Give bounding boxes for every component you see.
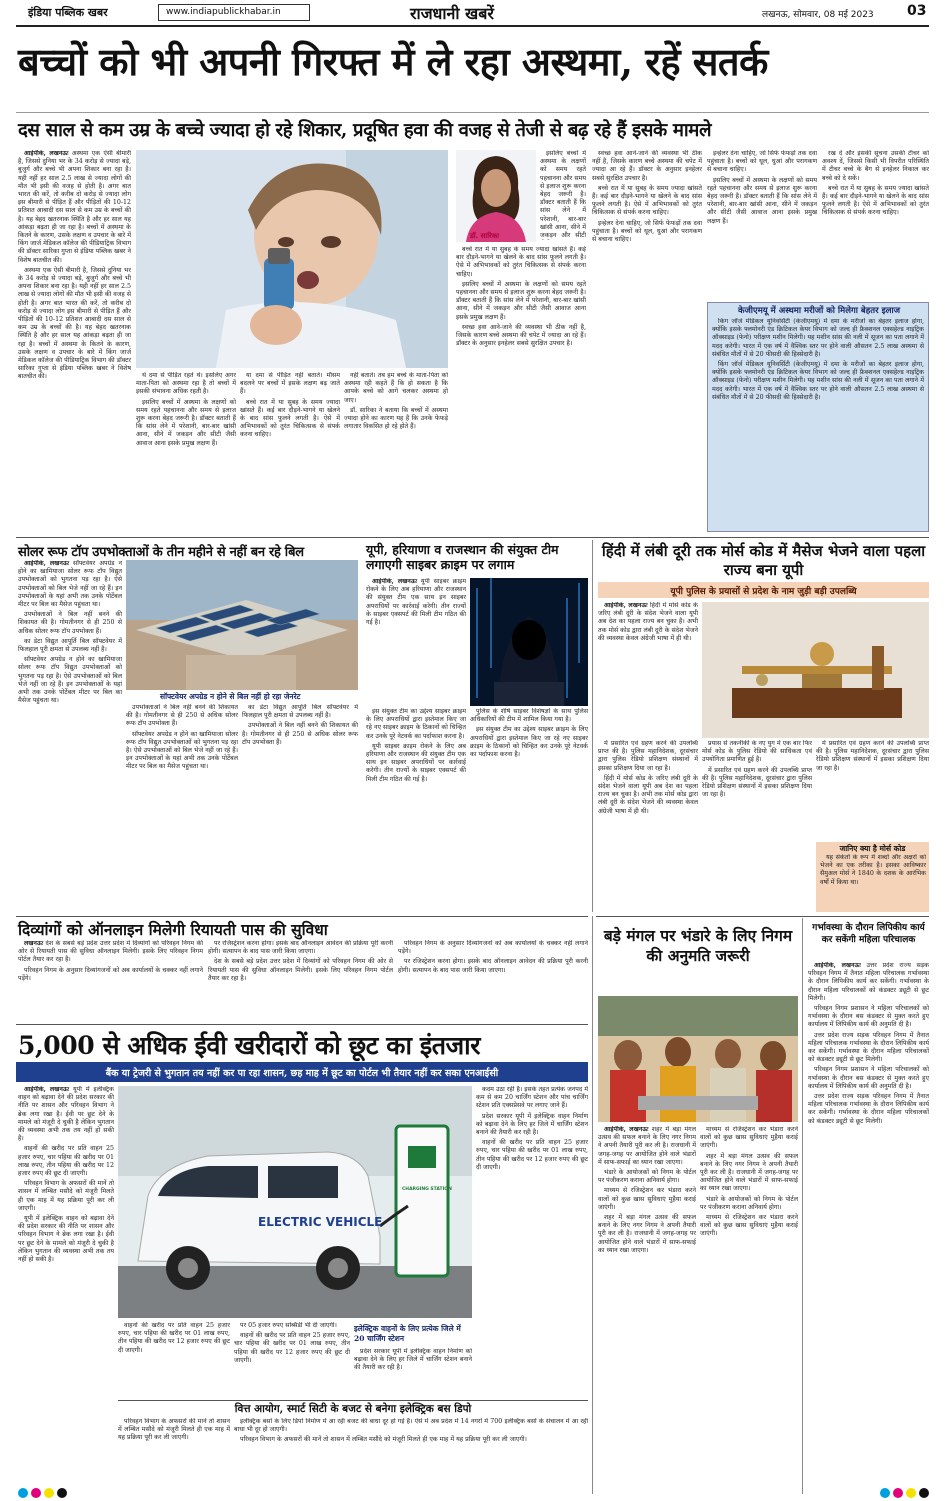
magenta-dot [31, 1488, 41, 1498]
masthead-brand: इंडिया पब्लिक खबर [28, 6, 108, 19]
divyang-text: देश के सबसे बड़े प्रदेश उत्तर प्रदेश में दिव्यांगों को परिवहन निगम की ओर से रियायती पास की सुविधा ऑनलाइन मिलेगी। इसके लिए परिवहन निगम पोर्टल तैयार कर रहा है। [18, 940, 203, 964]
lead-col3-text: बच्चे रात में या सुबह के समय ज्यादा खांसते हैं। कई बार दौड़ने-भागने या खेलने के बाद सांस फूलने लगती है। ऐसे में अभिभावकों को तुरंत चिकित्सक से संपर्क करना चाहिए। [456, 246, 586, 278]
bhandara-byline: आईपीके, लखनऊः [604, 1126, 649, 1133]
morse-col3-text: प्रयास से तकनीकी के नए युग में एक बार फिर मोर्स कोड के पुलिस रेडियो की साधिकता एवं उपयोगिता प्रमाणित हुई है। [702, 740, 812, 764]
pregnancy-text-b: परिवहन निगम प्रशासन ने महिला परिचालकों को गर्भावस्था के दौरान बस कंडक्टर से मुक्त करते हुए कार्यालय में लिपिकीय कार्य की अनुमति दी है। [808, 1005, 929, 1029]
divyang-col3 [398, 940, 588, 1020]
solar-byline: आईपीके, लखनऊः [24, 560, 70, 567]
ev-text-d: यूपी में इलेक्ट्रिक वाहन को बढ़ावा देने की प्रदेश सरकार की नीति पर शासन और परिवहन विभाग ने ब्रेक लगा रखा है। ईवी पर छूट देने के मामले को मंजूरी दे चुकी है लेकिन भुगतान की व्यवस्था अभी तक तय नहीं हो सकी है। [18, 1215, 114, 1264]
ev-col1 [18, 1086, 114, 1492]
cyber-col1 [366, 578, 466, 706]
divyang-col3-text-b: पर रजिस्ट्रेशन करना होगा। इसके बाद ऑनलाइन आवेदन की प्रक्रिया पूरी करनी होगी। सत्यापन के बाद पास जारी किया जाएगा। [398, 958, 588, 974]
bhandara-crowd-illustration [598, 996, 798, 1122]
ev-text-c: परिवहन विभाग के अफसरों की मानें तो शासन में लम्बित मसौदे को मंजूरी मिलते ही एक माह में यह प्रक्रिया पूरी कर ली जाएगी। [18, 1180, 114, 1212]
lead-lower-b [240, 372, 340, 532]
solar-text-b: उपभोक्ताओं ने बिल नहीं बनने की शिकायत की है। गोमतीनगर से ही 250 से अधिक सोलर रूफ टॉप उपभोक्ता हैं। [18, 611, 122, 635]
ev-col4-text-b: वाहनों की खरीद पर प्रति वाहन 25 हजार रुपए, चार पहिया की खरीद पर 01 लाख रुपए, तीन पहिया की खरीद पर 12 हजार रुपए की छूट दी जाएगी। [234, 1332, 350, 1364]
morse-col4-text: में प्रसारित एवं ग्रहण करने की उपलब्धि प्राप्त की है। पुलिस महानिदेशक, दूरसंचार द्वारा पुलिस रेडियो प्रशिक्षण संस्थानों में इसका प्रशिक्षण दिया जा रहा है। [816, 740, 929, 772]
morse-key-photo [702, 602, 929, 738]
lead-lower-b-text: या दमा से पीड़ित नहीं बताते। मौसम बदलने पर बच्चों में इसके लक्षण बढ़ जाते हैं। [240, 372, 340, 396]
cyan-dot [880, 1488, 890, 1498]
masthead-url[interactable]: www.indiapublickhabar.in [166, 7, 281, 17]
ev-col4 [234, 1322, 350, 1398]
ev-van-label: ELECTRIC VEHICLE [258, 1215, 383, 1229]
ev-col2-text-c: वाहनों की खरीद पर प्रति वाहन 25 हजार रुपए, चार पहिया की खरीद पर 01 लाख रुपए, तीन पहिया की खरीद पर 12 हजार रुपए की छूट दी जाएगी। [476, 1139, 588, 1171]
ev-col7 [234, 1418, 588, 1492]
ev-subhead: बैंक या ट्रेजरी से भुगतान तय नहीं कर पा रहा शासन, छह माह में छूट का पोर्टल भी तैयार नहीं कर सका एनआईसी [105, 1068, 499, 1079]
divyang-headline: दिव्यांगों को ऑनलाइन मिलेगी रियायती पास की सुविधा [18, 920, 328, 939]
lead-col5-text: इन्हेलर देना चाहिए, जो सिर्फ फेफड़ों तक दवा पहुंचाता है। बच्चों को धूल, धुआं और परागकण से बचाना चाहिए। [707, 150, 817, 174]
ev-col2 [476, 1086, 588, 1326]
magenta-dot [893, 1488, 903, 1498]
registration-marks-left [18, 1488, 67, 1498]
solar-col2-text: उपभोक्ताओं ने बिल नहीं बनने की शिकायत की है। गोमतीनगर से ही 250 से अधिक सोलर रूफ टॉप उपभोक्ता हैं। [126, 704, 238, 728]
kgmu-box-title: केजीएमयू में अस्थमा मरीजों को मिलेगा बेहतर इलाज [737, 306, 901, 316]
ev-text: यूपी में इलेक्ट्रिक वाहन को बढ़ावा देने की प्रदेश सरकार की नीति पर शासन और परिवहन विभाग ने ब्रेक लगा रखा है। ईवी पर छूट देने के मामले को मंजूरी दे चुकी है लेकिन भुगतान की व्यवस्था अभी तक तय नहीं हो सकी है। [18, 1086, 114, 1143]
pregnancy-text: उत्तर प्रदेश राज्य सड़क परिवहन निगम में तैनात महिला परिचालक गर्भावस्था के दौरान लिपिकीय कार्य कर सकेंगी। गर्भावस्था के दौरान महिला परिचालकों को कंडक्टर ड्यूटी से छूट मिलेगी। [808, 962, 929, 1002]
doctor-portrait [456, 150, 536, 242]
lead-col5-text-b: इसलिए बच्चों में अस्थमा के लक्षणों को समय रहते पहचानना और समय से इलाज शुरू करना बेहद जरूरी है। डॉक्टर बताती हैं कि सांस लेने में परेशानी, बार-बार खांसी आना, सीने में जकड़न और सीटी जैसी आवाज आना इसके प्रमुख लक्षण हैं। [707, 176, 817, 225]
lead-byline: आईपीके, लखनऊः [24, 150, 69, 157]
ev-col2-text-b: प्रदेश सरकार यूपी में इलेक्ट्रिक वाहन निर्माण को बढ़ावा देने के लिए हर जिले में चार्जिंग स्टेशन बनाने की तैयारी कर रही है। [476, 1112, 588, 1137]
lead-col1-text: अस्थमा एक ऐसी बीमारी है, जिससे दुनिया भर के 34 करोड़ से ज्यादा बड़े, बुजुर्ग और बच्चे भी अपना शिकार बना रहा है। यही नहीं हर साल 2.5 लाख से ज्यादा लोगों की मौत भी इसी की वजह से होती है। अगर बात भारत की करें, तो करीब दो करोड़ से ज्यादा लोग इस बीमारी से पीड़ित हैं और पीड़ितों की 10-12 प्रतिशत आबादी दस साल से कम उम्र के बच्चों की है। यह बेहद खतरनाक स्थिति है और हर साल यह आंकड़ा बढ़ता ही जा रहा है। बच्चों में अस्थमा के कितने के कारण, उसके लक्षण व उपचार के बारे में किंग जार्ज मेडिकल कॉलेज की पीडियाट्रिक विभाग की डॉक्टर सारिका गुप्ता से इंडिया पब्लिक खबर ने विशेष बातचीत की। [18, 150, 131, 264]
pregnancy-text-c: उत्तर प्रदेश राज्य सड़क परिवहन निगम में तैनात महिला परिचालक गर्भावस्था के दौरान लिपिकीय कार्य कर सकेंगी। गर्भावस्था के दौरान महिला परिचालकों को कंडक्टर ड्यूटी से छूट मिलेगी। [808, 1031, 929, 1064]
morse-text: हिंदी में मोर्स कोड के जरिए लंबी दूरी के संदेश भेजने वाला यूपी अब देश का पहला राज्य बन चुका है। अभी तक मोर्स कोड द्वारा लंबी दूरी के संदेश भेजने की व्यवस्था केवल अंग्रेजी भाषा में ही थी। [598, 602, 698, 642]
bhandara-text-d: शहर में बड़ा मंगल उत्सव की सफल बनाने के लिए नगर निगम ने अपनी तैयारी पूरी कर ली है। राजधानी में जगह-जगह पर आयोजित होने वाले भंडारों में साफ-सफाई का ध्यान रखा जाएगा। [598, 1214, 696, 1254]
lead-lower-b-text-b: बच्चे रात में या सुबह के समय ज्यादा खांसते हैं। कई बार दौड़ने-भागने या खेलने के बाद सांस फूलने लगती है। ऐसे में अभिभावकों को तुरंत चिकित्सक से संपर्क करना चाहिए। [240, 398, 340, 439]
cyan-dot [18, 1488, 28, 1498]
ev-col5-text: प्रदेश सरकार यूपी में इलेक्ट्रिक वाहन निर्माण को बढ़ावा देने के लिए हर जिले में चार्जिंग स्टेशन बनाने की तैयारी कर रही है। [354, 1348, 472, 1372]
lead-divider [16, 112, 929, 113]
lead-col6-text: रख दें और इसकी सूचना उसकी टीचर को अवश्य दें, जिससे किसी भी विपरीत परिस्थिति में टीचर बच्चे के बैग से इनहेलर निकाल कर बच्चे को दे सकें। [822, 150, 929, 182]
divyang-text-b: परिवहन निगम के अनुसार दिव्यांगजनों को अब कार्यालयों के चक्कर नहीं लगाने पड़ेंगे। [18, 966, 203, 982]
lead-col1-text-b: अस्थमा एक ऐसी बीमारी है, जिससे दुनिया भर के 34 करोड़ से ज्यादा बड़े, बुजुर्ग और बच्चे भी अपना शिकार बना रहा है। यही नहीं हर साल 2.5 लाख से ज्यादा लोगों की मौत भी इसी की वजह से होती है। अगर बात भारत की करें, तो करीब दो करोड़ से ज्यादा लोग इस बीमारी से पीड़ित हैं और पीड़ितों की 10-12 प्रतिशत आबादी दस साल से कम उम्र के बच्चों की है। यह बेहद खतरनाक स्थिति है और हर साल यह आंकड़ा बढ़ता ही जा रहा है। बच्चों में अस्थमा के कितने के कारण, उसके लक्षण व उपचार के बारे में किंग जार्ज मेडिकल कॉलेज की पीडियाट्रिक विभाग की डॉक्टर सारिका गुप्ता से इंडिया पब्लिक खबर ने विशेष बातचीत की। [18, 266, 131, 381]
divyang-col2 [208, 940, 393, 1020]
ev-caption: इलेक्ट्रिक वाहनों के लिए प्रत्येक जिले में 20 चार्जिंग स्टेशन [354, 1324, 461, 1343]
lead-col3-text-c: स्वच्छ हवा आने-जाने की व्यवस्था भी ठीक नहीं है, जिसके कारण बच्चे अस्थमा की चपेट में ज्यादा आ रहे हैं। डॉक्टर के अनुसार इनहेलर सबसे सुरक्षित उपचार है। [456, 323, 586, 348]
yellow-dot [44, 1488, 54, 1498]
solar-caption: सॉफ्टवेयर अपग्रेड न होने से बिल नहीं हो रहा जेनरेट [160, 692, 301, 701]
divyang-col2-text: पर रजिस्ट्रेशन करना होगा। इसके बाद ऑनलाइन आवेदन की प्रक्रिया पूरी करनी होगी। सत्यापन के बाद पास जारी किया जाएगा। [208, 940, 393, 956]
kgmu-box-paragraph-b: किंग जॉर्ज मेडिकल यूनिवर्सिटी (केजीएमयू) में दमा के मरीजों का बेहतर इलाज होगा, क्योंकि इसके फ्लमोनरी एंड क्रिटिकल केयर विभाग को जल्द ही फ्रैक्शनल एक्सहेल्ड नाइट्रिक ऑक्साइड (फेनो) परीक्षण मशीन मिलेगी। यह मशीन सांस की नली में सूजन का पता लगाने में मदद करेगी। भारत में एक वर्ष में वैश्विक स्तर पर होने वाली औसतन 2.5 लाख अस्थमा से संबंधित मौतों में से 20 फीसदी की हिस्सेदारी है। [712, 361, 924, 401]
ev-col7-text: इलेक्ट्रिक बसों के लिए डिपो निर्माण में आ रही बजट की बाधा दूर हो गई है। ऐसे में अब प्रदेश में 14 नगरों में 700 इलेक्ट्रिक बसों के संचालन में आ रही बाधा भी दूर हो जाएगी। [234, 1418, 588, 1434]
solar-text-c: का डेटा विद्युत आपूर्ति बिल सॉफ्टवेयर में फिलहाल पूरी क्षमता से उपलब्ध नहीं है। [18, 637, 122, 654]
solar-col3-text-b: उपभोक्ताओं ने बिल नहीं बनने की शिकायत की है। गोमतीनगर से ही 250 से अधिक सोलर रूफ टॉप उपभोक्ता हैं। [242, 722, 358, 746]
divyang-col2-text-b: देश के सबसे बड़े प्रदेश उत्तर प्रदेश में दिव्यांगों को परिवहन निगम की ओर से रियायती पास की सुविधा ऑनलाइन मिलेगी। इसके लिए परिवहन निगम पोर्टल तैयार कर रहा है। [208, 958, 393, 982]
lead-headline: बच्चों को भी अपनी गिरफ्त में ले रहा अस्थमा, रहें सतर्क [18, 39, 768, 84]
ev-text-b: वाहनों की खरीद पर प्रति वाहन 25 हजार रुपए, चार पहिया की खरीद पर 01 लाख रुपए, तीन पहिया की खरीद पर 12 हजार रुपए की छूट दी जाएगी। [18, 1145, 114, 1178]
ev-sub-headline: वित्त आयोग, स्मार्ट सिटी के बजट से बनेगा इलेक्ट्रिक बस डिपो [234, 1403, 472, 1415]
ev-col2-text: कदम उठा रही है। इसके तहत प्रत्येक जनपद में कम से कम 20 चार्जिंग स्टेशन और पांच चार्जिंग स्टेशन प्रति एक्सप्रेसवे पर लगाए जाने हैं। [476, 1086, 588, 1110]
lead-lower-a-text: थे दमा से पीड़ित रहते थे। इसलिए अगर माता-पिता को अस्थमा रहा है तो बच्चों में इसकी संभावना अधिक रहती है। [136, 372, 236, 396]
pregnancy-headline: गर्भावस्था के दौरान लिपिकीय कार्य कर सकेंगी महिला परिचालक [812, 923, 925, 945]
morse-byline: आईपीके, लखनऊः [604, 602, 648, 609]
morse-col2 [598, 740, 698, 912]
lead-lower-c-text-b: डॉ. सारिका ने बताया कि बच्चों में अस्थमा ज्यादा होने का कारण यह है कि उनके फेफड़े लगातार विकसित हो रहे होते हैं। [344, 406, 448, 431]
bhandara-col2-text-b: शहर में बड़ा मंगल उत्सव की सफल बनाने के लिए नगर निगम ने अपनी तैयारी पूरी कर ली है। राजधानी में जगह-जगह पर आयोजित होने वाले भंडारों में साफ-सफाई का ध्यान रखा जाएगा। [700, 1152, 798, 1193]
bhandara-text-b: भंडारे के आयोजकों को निगम के पोर्टल पर पंजीकरण कराना अनिवार्य होगा। [598, 1169, 696, 1185]
lead-bottom-rule [16, 537, 929, 538]
child-inhaler-illustration [136, 150, 448, 368]
hacker-photo [470, 578, 588, 706]
page-number: 03 [907, 3, 927, 19]
solar-text: सॉफ्टवेयर अपग्रेड न होने का खामियाजा सोलर रूफ टॉप विद्युत उपभोक्ताओं को भुगतना पड़ रहा है। ऐसे उपभोक्ताओं को बिल भेजे नहीं जा रहे हैं। इन उपभोक्ताओं के यहां अभी तक उनके पोर्टेबल मीटर पर बिल का मैसेज पहुंचता था। [18, 560, 122, 609]
solar-col1 [18, 560, 122, 912]
lead-col1 [18, 150, 131, 532]
lead-col3-text-b: इसलिए बच्चों में अस्थमा के लक्षणों को समय रहते पहचानना और समय से इलाज शुरू करना बेहद जरूरी है। डॉक्टर बताती हैं कि सांस लेने में परेशानी, बार-बार खांसी आना, सीने में जकड़न और सीटी जैसी आवाज आना इसके प्रमुख लक्षण हैं। [456, 280, 586, 321]
bhandara-col2-text: माध्यम से रजिस्ट्रेशन कर भंडारा करने वालों को कुछ खास सुविधाएं मुहैया कराई जाएंगी। [700, 1126, 798, 1150]
solar-col3 [242, 704, 358, 912]
morse-subhead: यूपी पुलिस के प्रयासों से प्रदेश के नाम जुड़ी बड़ी उपलब्धि [670, 587, 857, 597]
registration-marks-right [880, 1488, 929, 1498]
bhandara-top-rule [596, 916, 929, 917]
morse-box-title: जानिए क्या है मोर्स कोड [839, 844, 906, 853]
morse-col2-text-b: हिंदी में मोर्स कोड के जरिए लंबी दूरी के संदेश भेजने वाला यूपी अब देश का पहला राज्य बन चुका है। अभी तक मोर्स कोड द्वारा लंबी दूरी के संदेश भेजने की व्यवस्था केवल अंग्रेजी भाषा में ही थी। [598, 774, 698, 815]
cyber-byline: आईपीके, लखनऊः [372, 578, 417, 585]
pregnancy-text-e: उत्तर प्रदेश राज्य सड़क परिवहन निगम में तैनात महिला परिचालक गर्भावस्था के दौरान लिपिकीय कार्य कर सकेंगी। गर्भावस्था के दौरान महिला परिचालकों को कंडक्टर ड्यूटी से छूट मिलेगी। [808, 1093, 929, 1125]
ev-col3-text: वाहनों की खरीद पर प्रति वाहन 25 हजार रुपए, चार पहिया की खरीद पर 01 लाख रुपए, तीन पहिया की खरीद पर 12 हजार रुपए की छूट दी जाएगी। [118, 1322, 230, 1354]
kgmu-box-text [712, 318, 924, 528]
masthead-dateline: लखनऊ, सोमवार, 08 मई 2023 [762, 10, 874, 20]
bhandara-text: शहर में बड़ा मंगल उत्सव की सफल बनाने के लिए नगर निगम ने अपनी तैयारी पूरी कर ली है। राजधानी में जगह-जगह पर आयोजित होने वाले भंडारों में साफ-सफाई का ध्यान रखा जाएगा। [598, 1126, 696, 1166]
bhandara-col2-text-d: माध्यम से रजिस्ट्रेशन कर भंडारा करने वालों को कुछ खास सुविधाएं मुहैया कराई जाएंगी। [700, 1214, 798, 1238]
pregnancy-vertical-rule [802, 918, 803, 1494]
cyber-col3 [470, 708, 588, 912]
lead-subhead: दस साल से कम उम्र के बच्चे ज्यादा हो रहे शिकार, प्रदूषित हवा की वजह से तेजी से बढ़ रहे हैं इसके मामले [18, 120, 712, 141]
pregnancy-text-d: परिवहन निगम प्रशासन ने महिला परिचालकों को गर्भावस्था के दौरान बस कंडक्टर से मुक्त करते हुए कार्यालय में लिपिकीय कार्य की अनुमति दी है। [808, 1066, 929, 1090]
masthead-rule [16, 25, 929, 27]
lead-col6-text-b: बच्चे रात में या सुबह के समय ज्यादा खांसते हैं। कई बार दौड़ने-भागने या खेलने के बाद सांस फूलने लगती है। ऐसे में अभिभावकों को तुरंत चिकित्सक से संपर्क करना चाहिए। [822, 184, 929, 217]
solar-col3-text: का डेटा विद्युत आपूर्ति बिल सॉफ्टवेयर में फिलहाल पूरी क्षमता से उपलब्ध नहीं है। [242, 704, 358, 720]
cyber-text: यूपी साइबर क्राइम रोकने के लिए अब हरियाणा और राजस्थान की संयुक्त टीम एक साथ इन साइबर अपराधियों पर कार्रवाई करेगी। तीन राज्यों के साइबर एक्सपर्ट की मिली टीम गठित की गई है। [366, 578, 466, 627]
divyang-col1 [18, 940, 203, 1020]
cyber-col2-text: इस संयुक्त टीम का उद्देश्य साइबर क्राइम के लिए अपराधियों द्वारा इस्तेमाल किए जा रहे नए साइबर क्राइम के ठिकानों को चिन्हित कर उनके पूरे नेटवर्क का पर्दाफाश करना है। [366, 708, 466, 740]
morse-col4 [816, 740, 929, 840]
lead-col4-text-b: बच्चे रात में या सुबह के समय ज्यादा खांसते हैं। कई बार दौड़ने-भागने या खेलने के बाद सांस फूलने लगती है। ऐसे में अभिभावकों को तुरंत चिकित्सक से संपर्क करना चाहिए। [592, 184, 702, 217]
child-inhaler-photo [136, 150, 448, 368]
solar-panels-photo [126, 560, 358, 690]
ev-col3 [118, 1322, 230, 1398]
mid-vertical-rule [592, 540, 593, 912]
doctor-caption: डॉ. सारिका [470, 232, 500, 240]
lead-col4 [592, 150, 702, 532]
doctor-photo [456, 150, 536, 242]
lead-col2 [540, 150, 586, 240]
solar-col2-text-b: सॉफ्टवेयर अपग्रेड न होने का खामियाजा सोलर रूफ टॉप विद्युत उपभोक्ताओं को भुगतना पड़ रहा है। ऐसे उपभोक्ताओं को बिल भेजे नहीं जा रहे हैं। इन उपभोक्ताओं के यहां अभी तक उनके पोर्टेबल मीटर पर बिल का मैसेज पहुंचता था। [126, 730, 238, 771]
black-dot [919, 1488, 929, 1498]
yellow-dot [906, 1488, 916, 1498]
masthead [0, 0, 945, 40]
ev-headline: 5,000 से अधिक ईवी खरीदारों को छूट का इंतजार [18, 1031, 481, 1060]
black-dot [57, 1488, 67, 1498]
lead-lower-c-text: नहीं बताते। तब हम बच्चे के माता-पिता को अस्थमा रही कहते हैं कि हो सकता है कि आपके बच्चे को आगे चलकर अस्थमा हो जाए। [344, 372, 448, 404]
lead-col6 [822, 150, 929, 298]
cyber-headline: यूपी, हरियाणा व राजस्थान की संयुक्त टीम लगाएगी साइबर क्राइम पर लगाम [366, 542, 559, 572]
bhandara-col2-text-c: भंडारे के आयोजकों को निगम के पोर्टल पर पंजीकरण कराना अनिवार्य होगा। [700, 1195, 798, 1211]
lead-col4-text-c: इन्हेलर देना चाहिए, जो सिर्फ फेफड़ों तक दवा पहुंचाता है। बच्चों को धूल, धुआं और परागकण से बचाना चाहिए। [592, 219, 702, 244]
masthead-section: राजधानी खबरें [410, 4, 494, 23]
solar-headline: सोलर रूफ टॉप उपभोक्ताओं के तीन महीने से नहीं बन रहे बिल [18, 545, 304, 560]
bottom-vertical-rule [592, 916, 593, 1494]
lead-lower-a-text-b: इसलिए बच्चों में अस्थमा के लक्षणों को समय रहते पहचानना और समय से इलाज शुरू करना बेहद जरूरी है। डॉक्टर बताती हैं कि सांस लेने में परेशानी, बार-बार खांसी आना, सीने में जकड़न और सीटी जैसी आवाज आना इसके प्रमुख लक्षण हैं। [136, 398, 236, 447]
electric-vehicle-photo [118, 1086, 472, 1318]
pregnancy-byline: आईपीके, लखनऊः [814, 962, 861, 969]
cyber-col2-text-b: यूपी साइबर क्राइम रोकने के लिए अब हरियाणा और राजस्थान की संयुक्त टीम एक साथ इन साइबर अपराधियों पर कार्रवाई करेगी। तीन राज्यों के साइबर एक्सपर्ट की मिली टीम गठित की गई है। [366, 742, 466, 783]
bhandara-photo [598, 996, 798, 1122]
divyang-top-rule [16, 916, 588, 917]
lead-col3 [456, 246, 586, 532]
cyber-col2 [366, 708, 466, 912]
ev-col6-text: परिवहन विभाग के अफसरों की मानें तो शासन में लम्बित मसौदे को मंजूरी मिलते ही एक माह में यह प्रक्रिया पूरी कर ली जाएगी। [118, 1418, 230, 1442]
bhandara-col2 [700, 1126, 798, 1492]
ev-col5 [354, 1348, 472, 1398]
kgmu-box-paragraph: किंग जॉर्ज मेडिकल यूनिवर्सिटी (केजीएमयू) में दमा के मरीजों का बेहतर इलाज होगा, क्योंकि इसके फ्लमोनरी एंड क्रिटिकल केयर विभाग को जल्द ही फ्रैक्शनल एक्सहेल्ड नाइट्रिक ऑक्साइड (फेनो) परीक्षण मशीन मिलेगी। यह मशीन सांस की नली में सूजन का पता लगाने में मदद करेगी। भारत में एक वर्ष में वैश्विक स्तर पर होने वाली औसतन 2.5 लाख अस्थमा से संबंधित मौतों में से 20 फीसदी की हिस्सेदारी है। [712, 318, 924, 358]
morse-col3-text-b: में प्रसारित एवं ग्रहण करने की उपलब्धि प्राप्त की है। पुलिस महानिदेशक, दूरसंचार द्वारा पुलिस रेडियो प्रशिक्षण संस्थानों में इसका प्रशिक्षण दिया जा रहा है। [702, 766, 812, 799]
cyber-col3-text-b: इस संयुक्त टीम का उद्देश्य साइबर क्राइम के लिए अपराधियों द्वारा इस्तेमाल किए जा रहे नए साइबर क्राइम के ठिकानों को चिन्हित कर उनके पूरे नेटवर्क का पर्दाफाश करना है। [470, 726, 588, 759]
ev-sub-rule [118, 1400, 588, 1401]
morse-telegraph-illustration [702, 602, 929, 738]
divyang-col3-text: परिवहन निगम के अनुसार दिव्यांगजनों को अब कार्यालयों के चक्कर नहीं लगाने पड़ेंगे। [398, 940, 588, 956]
cyber-col3-text: पुलिस के शीर्ष साइबर विशेषज्ञों के साथ पुलिस अधिकारियों की टीम में शामिल किया गया है। [470, 708, 588, 724]
pregnancy-col [808, 962, 929, 1492]
divyang-byline: लखनऊः [24, 940, 44, 947]
ev-charging-illustration [118, 1086, 472, 1318]
morse-box-paragraph: यह संकेतों के रूप में शब्दों और अक्षरों को भेजने का एक तरीका है। इसका आविष्कार सैमुअल मोर्स ने 1840 के दशक के आरंभिक वर्षों में किया था। [820, 854, 926, 886]
lead-col5 [707, 150, 817, 298]
bhandara-col1 [598, 1126, 696, 1492]
ev-col6 [118, 1418, 230, 1492]
solar-rooftop-illustration [126, 560, 358, 690]
solar-col2 [126, 704, 238, 912]
bhandara-text-c: माध्यम से रजिस्ट्रेशन कर भंडारा करने वालों को कुछ खास सुविधाएं मुहैया कराई जाएंगी। [598, 1187, 696, 1211]
hacker-illustration [470, 578, 588, 706]
morse-headline: हिंदी में लंबी दूरी तक मोर्स कोड में मैसेज भेजने वाला पहला राज्य बना यूपी [601, 542, 926, 579]
ev-col4-text: पर 05 हजार रुपए सब्सिडी भी दी जाएगी। [240, 1322, 337, 1329]
lead-lower-c [344, 372, 448, 532]
bhandara-headline: बड़े मंगल पर भंडारे के लिए निगम की अनुमति जरूरी [603, 926, 793, 965]
lead-col4-text: स्वच्छ हवा आने-जाने की व्यवस्था भी ठीक नहीं है, जिसके कारण बच्चे अस्थमा की चपेट में ज्यादा आ रहे हैं। डॉक्टर के अनुसार इनहेलर सबसे सुरक्षित उपचार है। [592, 150, 702, 182]
lead-col2-text: इसलिए बच्चों में अस्थमा के लक्षणों को समय रहते पहचानना और समय से इलाज शुरू करना बेहद जरूरी है। डॉक्टर बताती हैं कि सांस लेने में परेशानी, बार-बार खांसी आना, सीने में जकड़न और सीटी [540, 150, 586, 240]
divyang-bottom-rule [16, 1024, 588, 1025]
morse-col2-text: में प्रसारित एवं ग्रहण करने की उपलब्धि प्राप्त की है। पुलिस महानिदेशक, दूरसंचार द्वारा पुलिस रेडियो प्रशिक्षण संस्थानों में इसका प्रशिक्षण दिया जा रहा है। [598, 740, 698, 772]
ev-col7-text-b: परिवहन विभाग के अफसरों की मानें तो शासन में लम्बित मसौदे को मंजूरी मिलते ही एक माह में यह प्रक्रिया पूरी कर ली जाएगी। [240, 1436, 527, 1444]
ev-byline: आईपीके, लखनऊः [24, 1086, 70, 1093]
solar-text-d: सॉफ्टवेयर अपग्रेड न होने का खामियाजा सोलर रूफ टॉप विद्युत उपभोक्ताओं को भुगतना पड़ रहा है। ऐसे उपभोक्ताओं को बिल भेजे नहीं जा रहे हैं। इन उपभोक्ताओं के यहां अभी तक उनके पोर्टेबल मीटर पर बिल का मैसेज पहुंचता था। [18, 656, 122, 705]
lead-lower-a [136, 372, 236, 532]
morse-col3 [702, 740, 812, 912]
morse-col1 [598, 602, 698, 738]
morse-box-text [820, 854, 926, 910]
ev-station-label: CHARGING STATION [402, 1187, 452, 1192]
